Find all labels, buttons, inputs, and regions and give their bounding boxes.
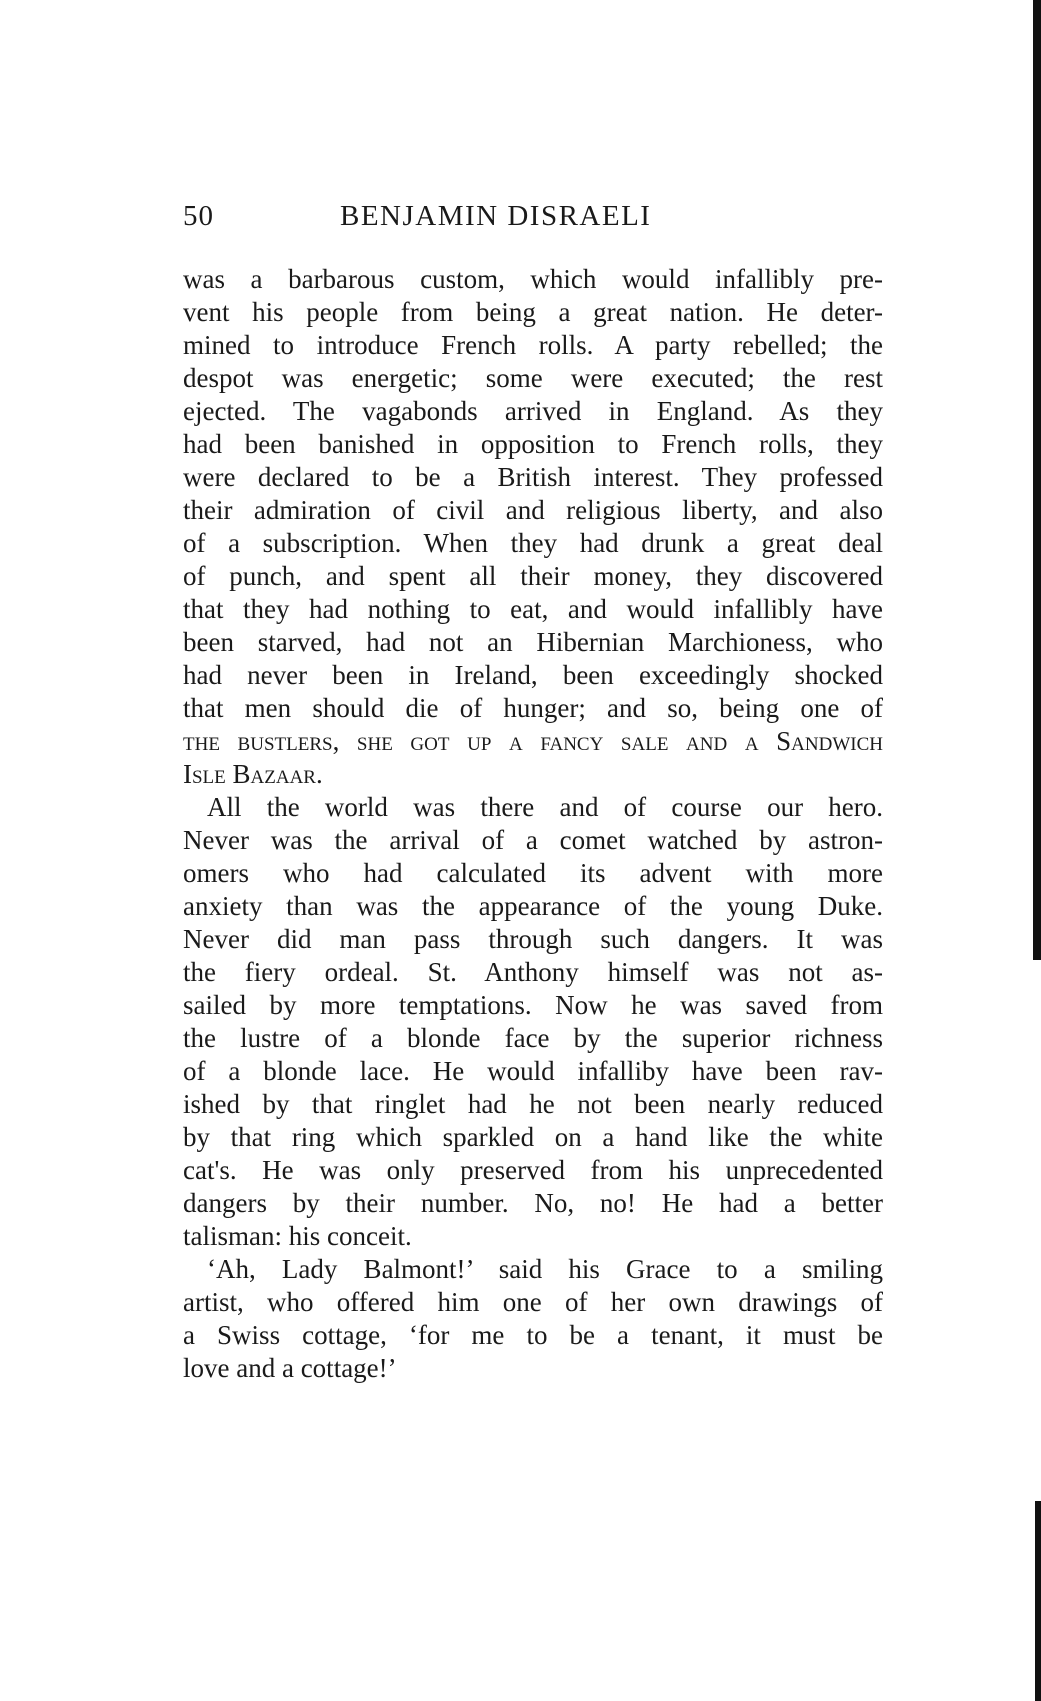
text-line: talisman: his conceit. [183, 1221, 412, 1251]
text-line: of a blonde lace. He would infalliby have been rav- [183, 1056, 883, 1086]
text-line: been starved, had not an Hibernian Marchioness, who [183, 627, 883, 657]
text-line: sailed by more temptations. Now he was saved from [183, 990, 883, 1020]
text-line: Never was the arrival of a comet watched by astron- [183, 825, 883, 855]
text-line: mined to introduce French rolls. A party rebelled; the [183, 330, 883, 360]
text-line: ished by that ringlet had he not been nearly reduced [183, 1089, 883, 1119]
text-line: had never been in Ireland, been exceedingly shocked [183, 660, 883, 690]
page-edge-shadow [1033, 0, 1041, 960]
text-line: despot was energetic; some were executed; the rest [183, 363, 883, 393]
text-line: was a barbarous custom, which would infallibly pre- [183, 264, 883, 294]
text-line: ejected. The vagabonds arrived in England. As they [183, 396, 883, 426]
text-line: had been banished in opposition to French rolls, they [183, 429, 883, 459]
text-line: vent his people from being a great nation. He deter- [183, 297, 883, 327]
text-line: the fiery ordeal. St. Anthony himself was not as- [183, 957, 883, 987]
text-line: dangers by their number. No, no! He had a better [183, 1188, 883, 1218]
text-line: the lustre of a blonde face by the superior richness [183, 1023, 883, 1053]
text-line: artist, who offered him one of her own drawings of [183, 1287, 883, 1317]
text-line: their admiration of civil and religious liberty, and also [183, 495, 883, 525]
text-line: of a subscription. When they had drunk a great deal [183, 528, 883, 558]
page-edge-shadow-bottom [1035, 1501, 1041, 1701]
text-line: were declared to be a British interest. They professed [183, 462, 883, 492]
text-line: of punch, and spent all their money, they discovered [183, 561, 883, 591]
running-head [183, 200, 883, 240]
body-text [183, 263, 883, 1385]
text-line: love and a cottage!’ [183, 1353, 397, 1383]
text-line: cat's. He was only preserved from his unprecedented [183, 1155, 883, 1185]
text-line: All the world was there and of course our hero. [207, 792, 883, 822]
page-number: 50 [183, 200, 214, 232]
text-line: ‘Ah, Lady Balmont!’ said his Grace to a smiling [207, 1254, 883, 1284]
text-line: Isle Bazaar. [183, 759, 323, 789]
text-line: omers who had calculated its advent with more [183, 858, 883, 888]
text-line: by that ring which sparkled on a hand like the white [183, 1122, 883, 1152]
text-line: anxiety than was the appearance of the young Duke. [183, 891, 883, 921]
text-line: that men should die of hunger; and so, being one of [183, 693, 883, 723]
running-title: BENJAMIN DISRAELI [340, 200, 652, 232]
text-line: a Swiss cottage, ‘for me to be a tenant, it must be [183, 1320, 883, 1350]
text-line: Never did man pass through such dangers. It was [183, 924, 883, 954]
text-line: that they had nothing to eat, and would infallibly have [183, 594, 883, 624]
text-line: the bustlers, she got up a fancy sale and a Sandwich [183, 726, 883, 756]
